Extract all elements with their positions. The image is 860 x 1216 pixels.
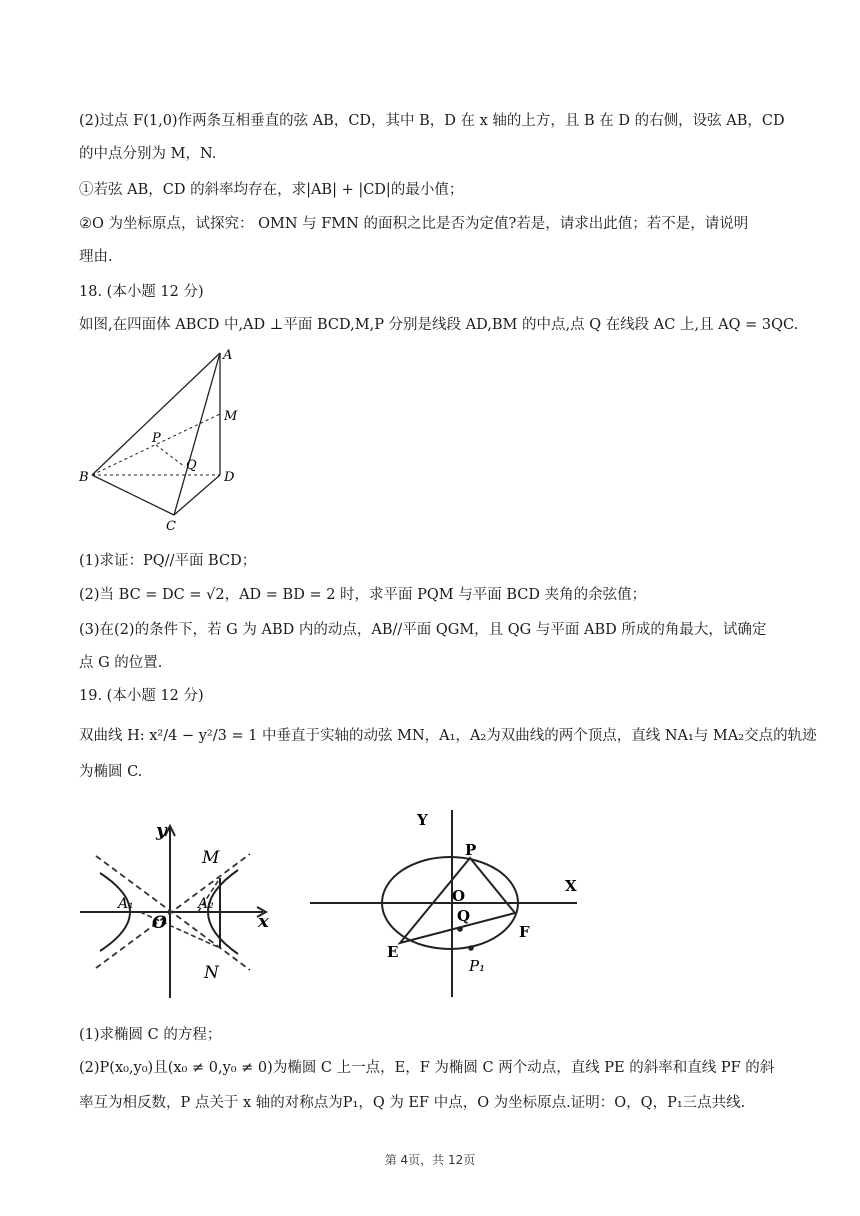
q17-subquestion-2-cont: 理由. <box>79 249 113 265</box>
q19-part2: (2)P(x₀,y₀)且(x₀ ≠ 0,y₀ ≠ 0)为椭圆 C 上一点，E，F 为椭圆 C 两个动点，直线 PE 的斜率和直线 PF 的斜 <box>79 1060 775 1076</box>
label-d: D <box>224 470 235 485</box>
fig1-label-a1: A₁ <box>118 896 134 912</box>
q19-part1: (1)求椭圆 C 的方程； <box>79 1027 222 1043</box>
q19-stem: 双曲线 H: x²/4 − y²/3 = 1 中垂直于实轴的动弦 MN，A₁，A₂为双曲线的两个顶点，直线 NA₁与 MA₂交点的轨迹 <box>79 728 817 744</box>
fig2-label-p1: P₁ <box>469 957 486 975</box>
fig2-label-e: E <box>387 943 399 961</box>
fig1-label-o: O <box>152 913 167 933</box>
label-q: Q <box>186 458 197 473</box>
label-b: B <box>79 470 89 485</box>
label-p: P <box>152 431 161 446</box>
q18-stem: 如图,在四面体 ABCD 中,AD ⊥平面 BCD,M,P 分别是线段 AD,BM 的中点,点 Q 在线段 AC 上,且 AQ = 3QC. <box>79 317 799 333</box>
q19-header: 19. (本小题 12 分) <box>79 688 204 704</box>
edge-ab <box>92 353 220 475</box>
edge-bc <box>92 475 174 515</box>
fig1-label-n: N <box>204 963 219 983</box>
q19-stem-cont: 为椭圆 C. <box>79 764 143 780</box>
fig2-label-x: X <box>565 877 577 895</box>
fig2-label-q: Q <box>457 907 471 925</box>
q18-part2: (2)当 BC = DC = √2，AD = BD = 2 时，求平面 PQM 与平面 BCD 夹角的余弦值； <box>79 587 647 603</box>
q19-part2-cont: 率互为相反数，P 点关于 x 轴的对称点为P₁，Q 为 EF 中点，O 为坐标原点.证明：O，Q，P₁三点共线. <box>79 1095 746 1111</box>
fig2-label-p: P <box>465 841 477 859</box>
point-p1 <box>468 945 474 951</box>
q18-header: 18. (本小题 12 分) <box>79 284 204 300</box>
page-footer: 第 4页，共 12页 <box>384 1153 476 1167</box>
fig1-label-a2: A₂ <box>198 896 214 912</box>
edge-cd <box>174 475 220 515</box>
ellipse-figure <box>305 805 605 1005</box>
segment-pq <box>156 445 185 467</box>
fig2-label-y: Y <box>417 811 428 829</box>
fig1-label-x: x <box>258 911 269 932</box>
q18-part3: (3)在(2)的条件下，若 G 为 ABD 内的动点，AB//平面 QGM，且 QG 与平面 ABD 所成的角最大，试确定 <box>79 622 767 638</box>
fig2-label-f: F <box>519 923 530 941</box>
q18-part3-cont: 点 G 的位置. <box>79 655 163 671</box>
edge-ac <box>174 353 220 515</box>
q17-part2-line1: (2)过点 F(1,0)作两条互相垂直的弦 AB，CD，其中 B，D 在 x 轴的上方，且 B 在 D 的右侧，设弦 AB，CD <box>79 113 785 129</box>
q17-part2-line2: 的中点分别为 M，N. <box>79 146 217 162</box>
fig1-label-y: y <box>156 820 167 841</box>
point-q <box>457 926 463 932</box>
tetrahedron-figure <box>72 345 247 535</box>
label-c: C <box>166 519 176 534</box>
q17-subquestion-2: ②O 为坐标原点，试探究： OMN 与 FMN 的面积之比是否为定值?若是，请求出此值；若不是，请说明 <box>79 216 749 232</box>
fig2-label-o: O <box>452 887 466 905</box>
fig1-label-m: M <box>202 848 220 868</box>
q18-part1: (1)求证：PQ//平面 BCD； <box>79 553 257 569</box>
label-m: M <box>224 409 238 424</box>
label-a: A <box>223 348 233 363</box>
hyperbola-figure <box>78 818 288 1008</box>
q17-subquestion-1: ①若弦 AB，CD 的斜率均存在，求|AB| + |CD|的最小值； <box>79 182 464 198</box>
